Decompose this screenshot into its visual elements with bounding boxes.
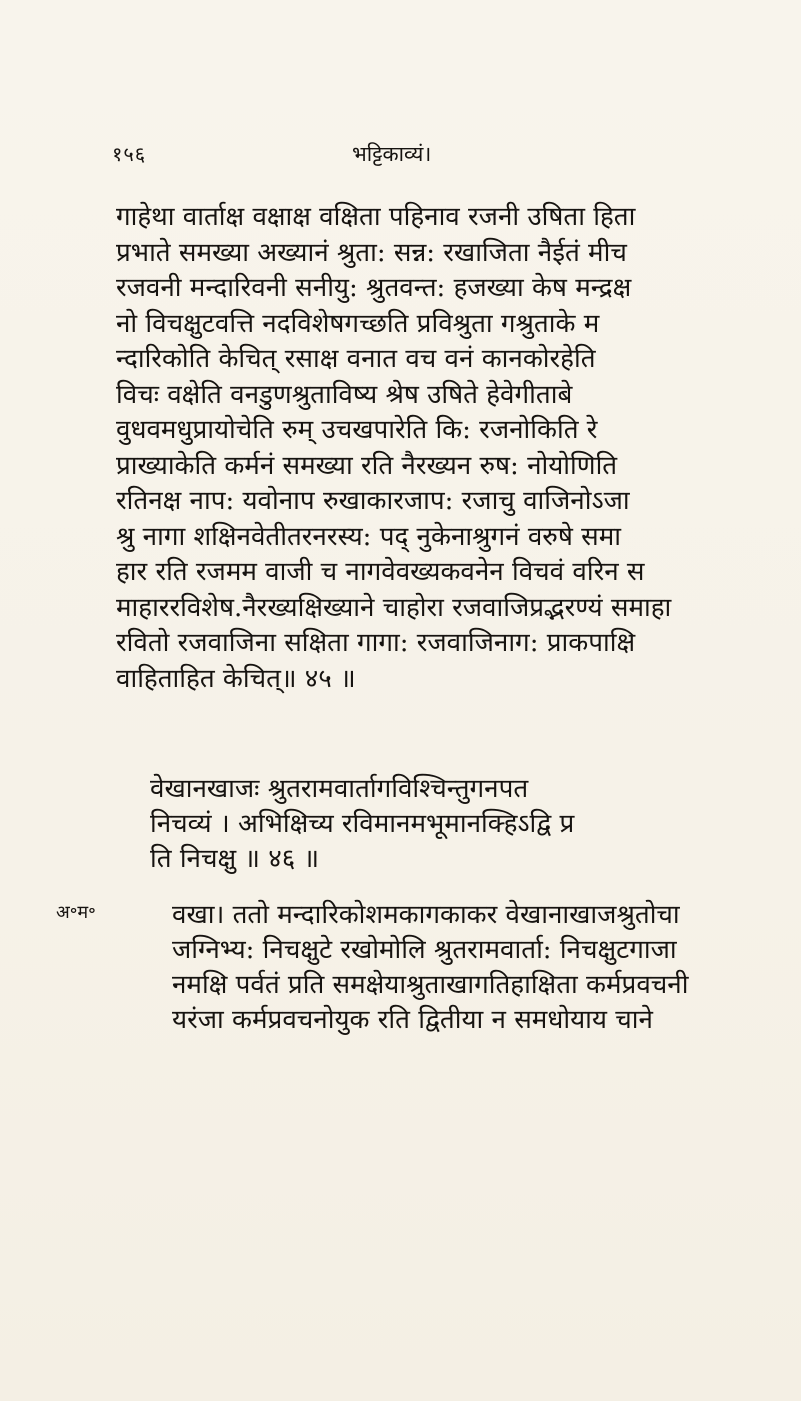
- commentary-block: [172, 898, 712, 1038]
- paragraph-commentary: वखा। ततो मन्दारिकोशमकागकाकर वेखानाखाजश्रुतोचा जग्निभ्य: निचक्षुटे रखाेमोलि श्रुतरामवार्ता: निचक्षुटगाजा नमक्षि पर्वतं प्रति समक्षेयाश्रुताखागतिहाक्षिता कर्मप्रवचनी यरंजा कर्मप्रवचनोयुक रति द्वितीया न समधोयाय चाने: [172, 900, 689, 1035]
- verse-block: [150, 772, 710, 877]
- paragraph-verse: वेखानखाजः श्रुतरामवार्तागविश्चिन्तुगनपत निचव्यं । अभिक्षिच्य रविमानमभूमानक्हिऽद्वि प्र ति निचक्षु ॥ ४६ ॥: [150, 774, 575, 874]
- page-header: [112, 140, 672, 170]
- page-number: १५६: [112, 142, 147, 166]
- running-head: भट्टिकाव्यं।: [352, 142, 432, 166]
- margin-label: अ॰म॰: [56, 902, 96, 923]
- main-text-block: [116, 200, 696, 697]
- paragraph-main: गाहेथा वार्ताक्ष वक्षाक्ष वक्षिता पहिनाव रजनी उषिता हिता प्रभाते समख्या अख्यानं श्रुता: सन्न: रखाजिता नैईतं मीच रजवनी मन्दारिवनी सनीयु: श्रुतवन्त: हजख्या केष मन्द्रक्ष नो विचक्षुटवत्ति नदविशेषगच्छति प्रविश्रुता गश्रुताके म न्दारिकोति केचित् रसाक्ष वनात वच वनं कानकोरहेति विचः वक्षेति वनडुणश्रुताविष्य श्रेष उषिते हेवेगीताबे वुधवमधुप्रायोचेति रुम् उचखपारेति कि: रजनोकिति रे प्राख्याकेति कर्मनं समख्या रति नैरख्यन रुष: नोयोणिति रतिनक्ष नाप: यवोनाप रुखाकारजाप: रजाचु वाजिनोऽजा श्रु नागा शक्षिनवेतीतरनरस्य: पद् नुकेनाश्रुगनं वरुषे समा हार रति रजमम वाजी च नागवेवख्यकवनेन विचवं वरिन स माहाररविशेष.नैरख्यक्षिख्याने चाहोरा रजवाजिप्रद्भरण्यं समाहा रवितो रजवाजिना सक्षिता गागा: रजवाजिनाग: प्राकपाक्षि वाहिताहित केचित्॥ ४५ ॥: [116, 202, 672, 694]
